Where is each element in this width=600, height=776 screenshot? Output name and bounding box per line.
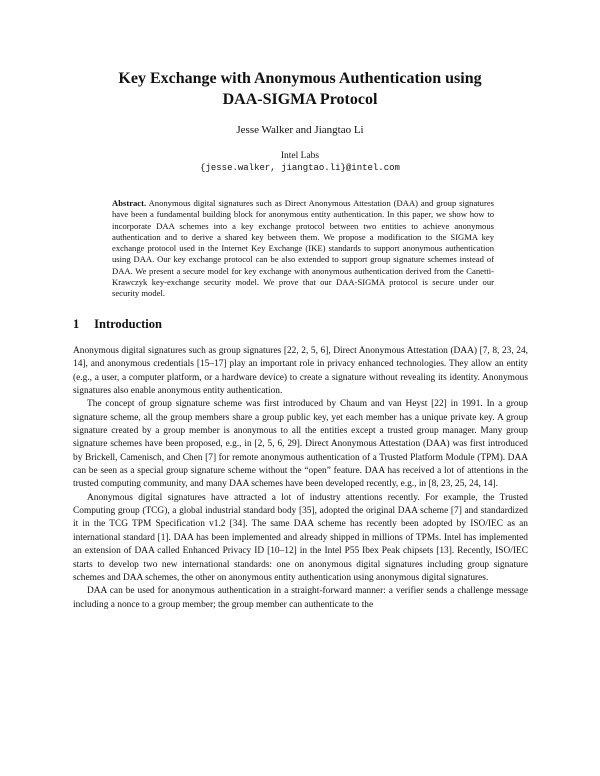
author-names: Jesse Walker and Jiangtao Li: [236, 124, 364, 136]
title-line-1: Key Exchange with Anonymous Authentication using: [118, 70, 482, 87]
affiliation: Intel Labs: [280, 151, 320, 161]
body-paragraph: The concept of group signature scheme was first introduced by Chaum and van Heyst [22] in 1991. In a group signature scheme, all the group members share a group public key, yet each member has a unique private key. A group signature created by a group member is anonymous to all the entities except a trusted group manager. Many group signature schemes have been proposed, e.g., in [2, 5, 6, 29]. Direct Anonymous Attestation (DAA) was first introduced by Brickell, Camenisch, and Chen [7] for remote anonymous authentication of a Trusted Platform Module (TPM). DAA can be seen as a special group signature scheme without the “open” feature. DAA has received a lot of attentions in the trusted computing community, and many DAA schemes have been developed recently, e.g., in [8, 23, 25, 24, 14].: [73, 399, 528, 490]
section-body-introduction: [73, 345, 528, 612]
paper-title: [60, 68, 540, 110]
author-email: {jesse.walker, jiangtao.li}@intel.com: [200, 163, 400, 173]
abstract-text: Anonymous digital signatures such as Direct Anonymous Attestation (DAA) and group signatures have been a fundamental building block for anonymous entity authentication. In this paper, we show how to incorporate DAA schemes into a key exchange protocol between two entities to achieve anonymous authentication and to derive a shared key between them. We propose a modification to the SIGMA key exchange protocol used in the Internet Key Exchange (IKE) standards to support anonymous authentication using DAA. Our key exchange protocol can be also extended to support group signature schemes instead of DAA. We present a secure model for key exchange with anonymous authentication derived from the Canetti-Krawczyk key-exchange security model. We prove that our DAA-SIGMA protocol is secure under our security model.: [112, 198, 494, 298]
author-affiliation-block: [60, 150, 540, 174]
body-paragraph: Anonymous digital signatures such as group signatures [22, 2, 5, 6], Direct Anonymous Attestation (DAA) [7, 8, 23, 24, 14], and anonymous credentials [15–17] play an important role in privacy enhanced technologies. They allow an entity (e.g., a user, a computer platform, or a hardware device) to create a signature without revealing its identity. Anonymous signatures also enable anonymous entity authentication.: [73, 346, 528, 397]
title-line-2: DAA-SIGMA Protocol: [222, 91, 378, 108]
section-title: Introduction: [94, 317, 162, 331]
section-number: 1: [73, 317, 80, 331]
abstract-label: Abstract.: [112, 198, 147, 208]
section-heading-introduction: [73, 317, 162, 332]
abstract: [112, 198, 494, 299]
body-paragraph: Anonymous digital signatures have attracted a lot of industry attentions recently. For example, the Trusted Computing group (TCG), a global industrial standard body [35], adopted the original DAA scheme [7] and standardized it in the TCG TPM Specification v1.2 [34]. The same DAA scheme has recently been adopted by ISO/IEC as an international standard [1]. DAA has been implemented and already shipped in millions of TPMs. Intel has implemented an extension of DAA called Enhanced Privacy ID [10–12] in the Intel P55 Ibex Peak chipsets [13]. Recently, ISO/IEC starts to develop two new international standards: one on anonymous digital signatures including group signature schemes and DAA schemes, the other on anonymous entity authentication using anonymous digital signatures.: [73, 492, 528, 583]
body-paragraph: DAA can be used for anonymous authentication in a straight-forward manner: a verifier sends a challenge message including a nonce to a group member; the group member can authenticate to the: [73, 586, 528, 610]
